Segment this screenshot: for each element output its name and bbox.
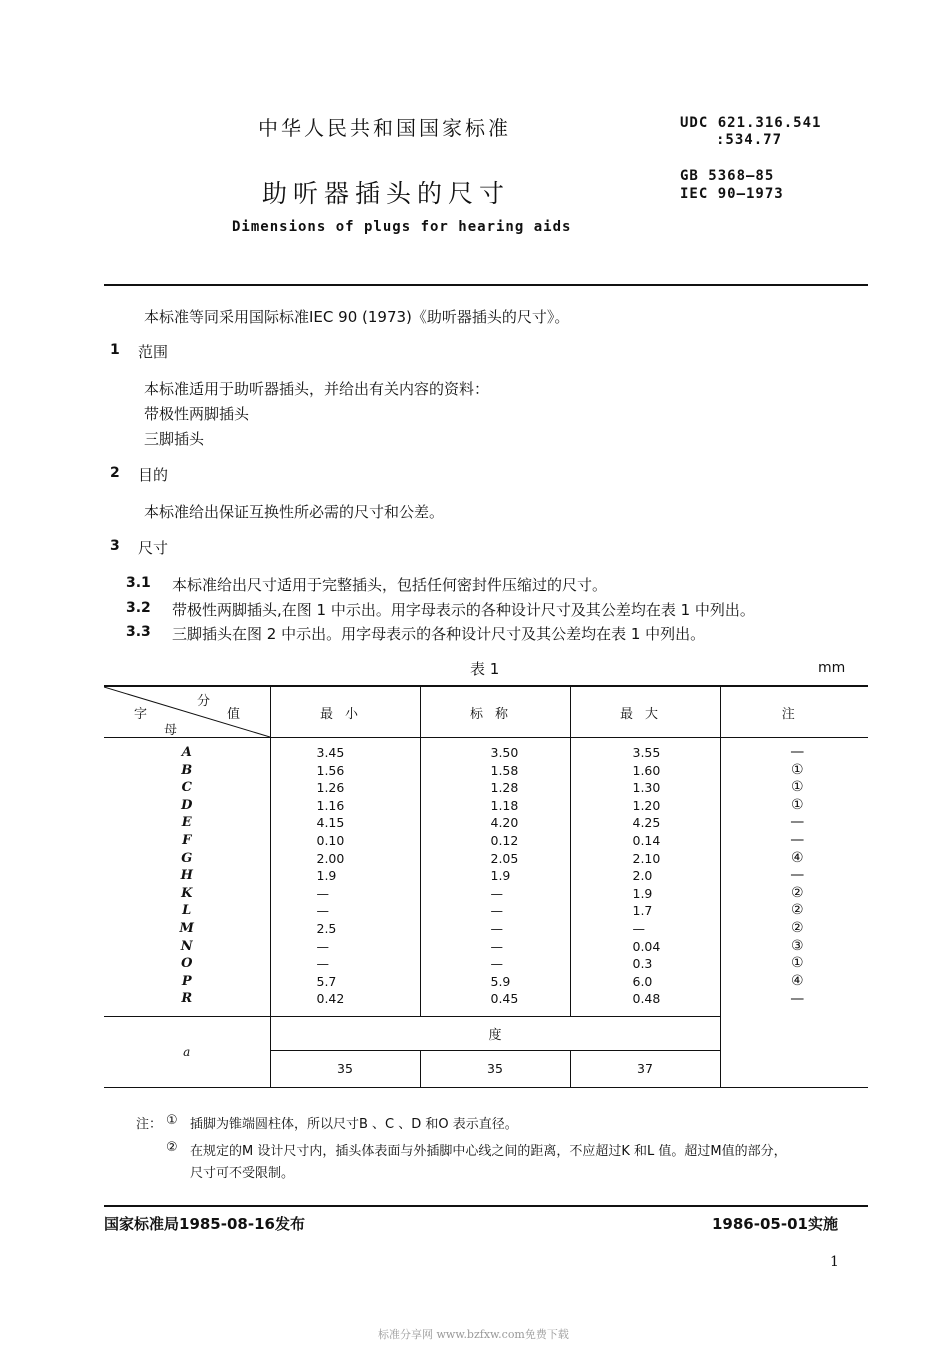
row-nominal: 0.45 [420, 990, 570, 1016]
english-title: Dimensions of plugs for hearing aids [232, 219, 572, 235]
subsection-number: 3.2 [126, 600, 151, 616]
row-letter: B [181, 762, 193, 778]
angle-max: 37 [570, 1050, 720, 1087]
row-note: — [720, 990, 868, 1016]
angle-unit-label: 度 [270, 1016, 720, 1050]
section-1-number: 1 [110, 342, 120, 358]
header-max: 最大 [570, 686, 720, 738]
row-max: 1.60 [570, 762, 720, 780]
row-letter: F [182, 832, 192, 848]
row-max: 1.30 [570, 779, 720, 797]
row-letter: C [181, 780, 192, 796]
table-corner-cell [104, 686, 270, 738]
row-letter: L [182, 903, 192, 919]
row-nominal: 1.9 [420, 867, 570, 885]
header-min: 最小 [270, 686, 420, 738]
row-min: 5.7 [270, 973, 420, 991]
row-nominal: 5.9 [420, 973, 570, 991]
row-nominal: 1.58 [420, 762, 570, 780]
issue-date: 国家标准局1985-08-16发布 [104, 1215, 305, 1233]
note-2-text: 在规定的M 设计尺寸内，插头体表面与外插脚中心线之间的距离，不应超过K 和L 值。超过M值的部分， [190, 1144, 787, 1159]
subsection-text: 带极性两脚插头,在图 1 中示出。用字母表示的各种设计尺寸及其公差均在表 1 中列出。 [172, 601, 755, 619]
footer-divider [104, 1205, 868, 1207]
section-1-item: 带极性两脚插头 [144, 405, 250, 423]
intro-paragraph: 本标准等同采用国际标准IEC 90 (1973)《助听器插头的尺寸》。 [144, 308, 570, 326]
row-min: 1.9 [270, 867, 420, 885]
row-letter: K [181, 885, 193, 901]
header-nominal: 标称 [420, 686, 570, 738]
gb-number: GB 5368—85 [680, 168, 775, 184]
section-2-number: 2 [110, 465, 120, 481]
table-row [104, 938, 868, 956]
corner-label-bottom: 母 [164, 723, 178, 738]
corner-label-right: 值 [227, 707, 241, 722]
row-min: 0.10 [270, 832, 420, 850]
table-row [104, 920, 868, 938]
row-nominal: — [420, 885, 570, 903]
row-min: — [270, 885, 420, 903]
row-note: — [720, 738, 868, 762]
row-min: 3.45 [270, 738, 420, 762]
table-row [104, 902, 868, 920]
row-max: 6.0 [570, 973, 720, 991]
row-min: 1.56 [270, 762, 420, 780]
row-max: 2.10 [570, 850, 720, 868]
row-letter: N [180, 938, 193, 954]
header-note: 注 [720, 686, 868, 738]
row-max: 1.9 [570, 885, 720, 903]
table-row [104, 955, 868, 973]
note-1-mark: ① [166, 1113, 178, 1128]
table-unit: mm [818, 660, 846, 676]
row-max: 0.48 [570, 990, 720, 1016]
subsection-text: 三脚插头在图 2 中示出。用字母表示的各种设计尺寸及其公差均在表 1 中列出。 [172, 625, 706, 643]
subsection-text: 本标准给出尺寸适用于完整插头，包括任何密封件压缩过的尺寸。 [172, 576, 608, 594]
header-divider [104, 284, 868, 286]
corner-label-left: 字 [134, 707, 148, 722]
section-3-number: 3 [110, 538, 120, 554]
section-2-text: 本标准给出保证互换性所必需的尺寸和公差。 [144, 503, 445, 521]
row-letter: G [181, 850, 193, 866]
udc-code: UDC 621.316.541 [680, 115, 822, 131]
note-2-text-continued: 尺寸可不受限制。 [190, 1166, 295, 1181]
row-nominal: — [420, 955, 570, 973]
section-1-item: 三脚插头 [144, 430, 205, 448]
row-min: 2.5 [270, 920, 420, 938]
iec-number: IEC 90—1973 [680, 186, 784, 202]
row-note: ③ [720, 938, 868, 956]
dimensions-table [104, 685, 868, 1088]
row-letter: O [181, 956, 193, 972]
row-nominal: 0.12 [420, 832, 570, 850]
row-note: — [720, 832, 868, 850]
row-note: ④ [720, 850, 868, 868]
notes-label: 注： [136, 1117, 163, 1132]
page-number: 1 [830, 1254, 839, 1270]
row-note: ② [720, 885, 868, 903]
row-nominal: 2.05 [420, 850, 570, 868]
angle-min: 35 [270, 1050, 420, 1087]
row-note: ② [720, 920, 868, 938]
table-row [104, 973, 868, 991]
section-1-title: 范围 [138, 343, 169, 361]
row-min: — [270, 938, 420, 956]
row-max: 1.7 [570, 902, 720, 920]
row-note: — [720, 867, 868, 885]
row-note: — [720, 814, 868, 832]
row-nominal: — [420, 902, 570, 920]
row-nominal: 4.20 [420, 814, 570, 832]
row-letter: P [181, 973, 192, 989]
row-note: ① [720, 955, 868, 973]
watermark-text: 标准分享网 www.bzfxw.com免费下载 [378, 1328, 569, 1341]
row-min: 0.42 [270, 990, 420, 1016]
row-letter: A [181, 745, 192, 760]
row-nominal: 3.50 [420, 738, 570, 762]
row-nominal: — [420, 938, 570, 956]
row-letter: D [181, 797, 193, 813]
table-row [104, 762, 868, 780]
table-row [104, 779, 868, 797]
angle-letter: a [104, 1016, 270, 1087]
table-row [104, 990, 868, 1016]
row-nominal: 1.28 [420, 779, 570, 797]
table-row [104, 832, 868, 850]
row-max: 4.25 [570, 814, 720, 832]
subsection-number: 3.3 [126, 624, 151, 640]
angle-note-cell [720, 1016, 868, 1087]
row-max: 0.04 [570, 938, 720, 956]
table-row [104, 814, 868, 832]
row-max: 2.0 [570, 867, 720, 885]
row-max: 1.20 [570, 797, 720, 815]
row-min: 2.00 [270, 850, 420, 868]
row-min: 1.16 [270, 797, 420, 815]
angle-nominal: 35 [420, 1050, 570, 1087]
table-row [104, 867, 868, 885]
section-2-title: 目的 [138, 466, 169, 484]
row-min: — [270, 902, 420, 920]
row-letter: R [181, 991, 193, 1007]
row-note: ② [720, 902, 868, 920]
row-note: ① [720, 797, 868, 815]
table-body [104, 738, 868, 1017]
row-nominal: 1.18 [420, 797, 570, 815]
row-nominal: — [420, 920, 570, 938]
table-row [104, 738, 868, 762]
table-row [104, 850, 868, 868]
row-max: 3.55 [570, 738, 720, 762]
document-title: 助听器插头的尺寸 [262, 179, 511, 208]
row-letter: H [180, 868, 193, 884]
table-caption: 表 1 [470, 660, 500, 678]
section-1-text: 本标准适用于助听器插头，并给出有关内容的资料： [144, 380, 490, 398]
effective-date: 1986-05-01实施 [712, 1215, 838, 1233]
standard-title: 中华人民共和国国家标准 [258, 116, 511, 140]
row-note: ④ [720, 973, 868, 991]
row-max: 0.14 [570, 832, 720, 850]
corner-diagonal [104, 687, 270, 737]
row-min: — [270, 955, 420, 973]
section-3-title: 尺寸 [138, 539, 169, 557]
row-max: — [570, 920, 720, 938]
corner-label-top: 分 [197, 694, 211, 709]
subsection-number: 3.1 [126, 575, 151, 591]
row-note: ① [720, 779, 868, 797]
row-letter: M [179, 920, 194, 936]
row-max: 0.3 [570, 955, 720, 973]
row-min: 1.26 [270, 779, 420, 797]
note-2-mark: ② [166, 1140, 178, 1155]
table-row [104, 797, 868, 815]
note-1-text: 插脚为锥端圆柱体，所以尺寸B 、C 、D 和O 表示直径。 [190, 1117, 518, 1132]
table-row [104, 885, 868, 903]
row-min: 4.15 [270, 814, 420, 832]
row-note: ① [720, 762, 868, 780]
udc-code-suffix: :534.77 [716, 132, 783, 148]
row-letter: E [181, 815, 192, 831]
